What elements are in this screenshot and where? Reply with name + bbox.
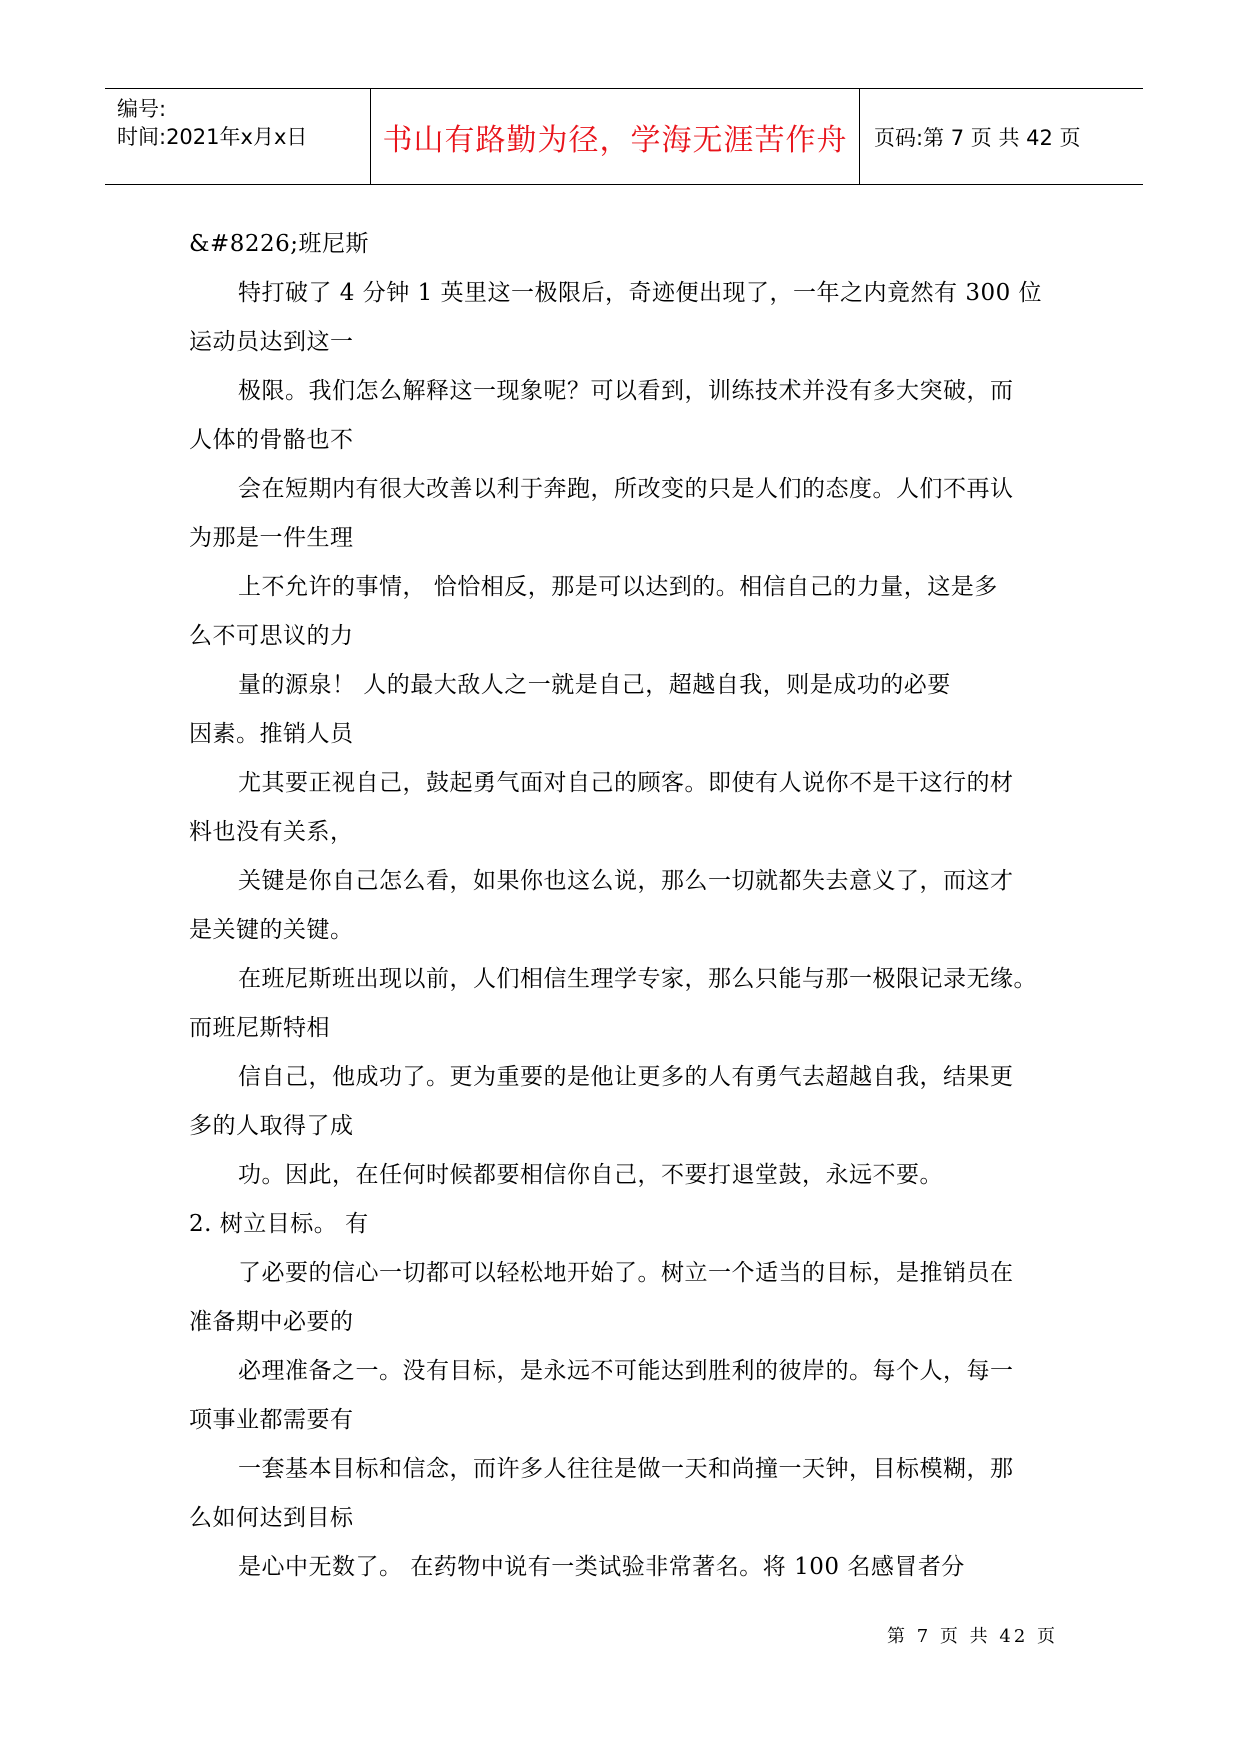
body-paragraph (189, 759, 1059, 857)
page-footer: 第 7 页 共 42 页 (887, 1626, 1058, 1647)
paragraph-first-line: 关键是你自己怎么看，如果你也这么说，那么一切就都失去意义了，而这才 (238, 868, 1014, 894)
body-paragraph (189, 955, 1059, 1053)
header-right-cell (860, 89, 1143, 184)
paragraph-second-line: 是关键的关键。 (189, 917, 354, 943)
body-paragraph (189, 1543, 1059, 1592)
body-paragraph (189, 857, 1059, 955)
body-paragraph (189, 1053, 1059, 1151)
paragraph-first-line: 一套基本目标和信念，而许多人往往是做一天和尚撞一天钟，目标模糊，那 (238, 1456, 1014, 1482)
paragraph-second-line: 因素。推销人员 (189, 721, 354, 747)
paragraph-first-line: 极限。我们怎么解释这一现象呢？可以看到，训练技术并没有多大突破，而 (238, 378, 1014, 404)
paragraph-first-line: 在班尼斯班出现以前，人们相信生理学专家，那么只能与那一极限记录无缘。 (238, 966, 1037, 992)
paragraph-first-line: 信自己，他成功了。更为重要的是他让更多的人有勇气去超越自我，结果更 (238, 1064, 1014, 1090)
body-paragraph (189, 465, 1059, 563)
body-paragraph (189, 1151, 1059, 1249)
paragraph-second-line: 为那是一件生理 (189, 525, 354, 551)
paragraph-second-line: 2. 树立目标。 有 (189, 1211, 369, 1237)
paragraph-second-line: 人体的骨骼也不 (189, 427, 354, 453)
paragraph-first-line: 必理准备之一。没有目标，是永远不可能达到胜利的彼岸的。每个人，每一 (238, 1358, 1014, 1384)
body-paragraph (189, 367, 1059, 465)
paragraph-first-line: 功。因此，在任何时候都要相信你自己，不要打退堂鼓，永远不要。 (238, 1162, 943, 1188)
header-page-label: 页码:第 7 页 共 42 页 (874, 125, 1081, 150)
body-paragraph (189, 269, 1059, 367)
paragraph-second-line: 料也没有关系， (189, 819, 354, 845)
paragraph-second-line: 多的人取得了成 (189, 1113, 354, 1139)
paragraph-second-line: 项事业都需要有 (189, 1407, 354, 1433)
paragraph-second-line: 么如何达到目标 (189, 1505, 354, 1531)
paragraph-second-line: 么不可思议的力 (189, 623, 354, 649)
paragraph-first-line: 特打破了 4 分钟 1 英里这一极限后，奇迹便出现了，一年之内竟然有 300 位 (238, 280, 1043, 306)
body-first-line: &#8226;班尼斯 (189, 231, 370, 257)
body-paragraph (189, 1347, 1059, 1445)
document-header (105, 88, 1143, 185)
document-time-label: 时间:2021年x月x日 (117, 125, 308, 149)
paragraph-first-line: 上不允许的事情， 恰恰相反，那是可以达到的。相信自己的力量，这是多 (238, 574, 998, 600)
body-paragraph (189, 1249, 1059, 1347)
paragraph-first-line: 量的源泉！ 人的最大敌人之一就是自己，超越自我，则是成功的必要 (238, 672, 951, 698)
document-code-label: 编号: (117, 97, 167, 121)
header-left-cell (105, 89, 370, 184)
paragraph-first-line: 尤其要正视自己，鼓起勇气面对自己的顾客。即使有人说你不是干这行的材 (238, 770, 1014, 796)
paragraph-first-line: 会在短期内有很大改善以利于奔跑，所改变的只是人们的态度。人们不再认 (238, 476, 1014, 502)
body-paragraph (189, 563, 1059, 661)
body-paragraphs (189, 269, 1059, 1592)
body-paragraph (189, 661, 1059, 759)
paragraph-first-line: 是心中无数了。 在药物中说有一类试验非常著名。将 100 名感冒者分 (238, 1554, 965, 1580)
body-paragraph (189, 1445, 1059, 1543)
header-center-cell (370, 89, 860, 184)
paragraph-first-line: 了必要的信心一切都可以轻松地开始了。树立一个适当的目标，是推销员在 (238, 1260, 1014, 1286)
paragraph-second-line: 而班尼斯特相 (189, 1015, 330, 1041)
paragraph-second-line: 准备期中必要的 (189, 1309, 354, 1335)
paragraph-second-line: 运动员达到这一 (189, 329, 354, 355)
document-body (189, 220, 1059, 1592)
header-motto: 书山有路勤为径，学海无涯苦作舟 (382, 122, 848, 158)
